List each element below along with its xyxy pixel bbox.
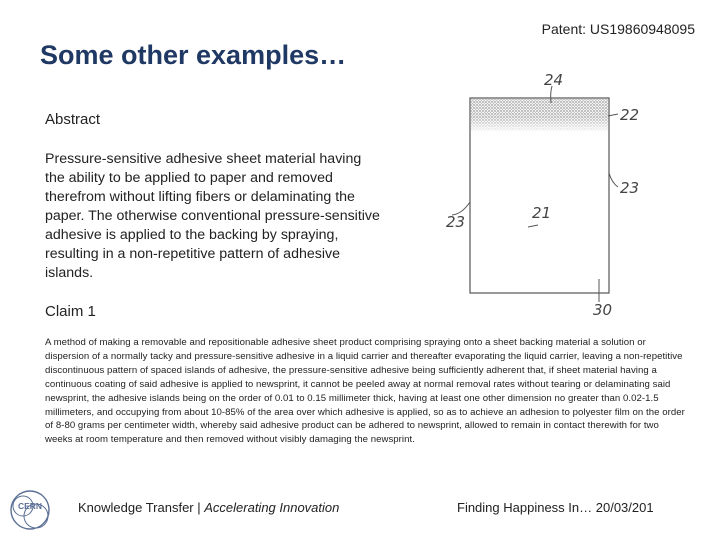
fig-label-24: 24 bbox=[544, 71, 564, 89]
patent-number: Patent: US19860948095 bbox=[541, 21, 695, 37]
fig-label-21: 21 bbox=[532, 204, 552, 222]
footer-left-italic: Accelerating Innovation bbox=[204, 500, 340, 515]
cern-logo bbox=[6, 485, 56, 535]
abstract-heading: Abstract bbox=[45, 111, 101, 128]
leader-23-right bbox=[609, 173, 618, 187]
fig-label-22: 22 bbox=[620, 106, 640, 124]
fig-label-23-right: 23 bbox=[620, 179, 640, 197]
abstract-text: Pressure-sensitive adhesive sheet material having the ability to be applied to paper and removed therefrom without lifting fibers or delaminating the paper. The otherwise conventional pressure-sensitive adhesive is applied to the backing by spraying, resulting in a non-repetitive pattern of adhesive islands. bbox=[45, 151, 380, 281]
footer-left bbox=[78, 500, 339, 515]
claim-text: A method of making a removable and repositionable adhesive sheet product comprising spraying onto a sheet backing material a solution or dispersion of a normally tacky and pressure-sensitive adhesive in a liquid carrier and thereafter evaporating the liquid carrier, leaving a non-repetitive discontinuous pattern of spaced islands of adhesive, the pressure-sensitive adhesive being sufficiently adherent that, if sheet material having a continuous coating of said adhesive is applied to newsprint, it cannot be peeled away at normal removal rates without tearing or delaminating said newsprint, the adhesive islands being on the order of 0.01 to 0.15 millimeter thick, having at least one other dimension no greater than 0.02-1.5 millimeters, and occupying from about 10-85% of the area over which adhesive is applied, so as to achieve an adhesion to polyester film on the order of 8-80 grams per centimeter width, whereby said adhesive product can be adhered to newsprint, allowed to remain in contact therewith for two weeks at room temperature and then removed without visibly damaging the newsprint. bbox=[45, 337, 685, 446]
fig-label-30: 30 bbox=[593, 301, 613, 319]
patent-figure bbox=[440, 65, 650, 320]
slide-title: Some other examples… bbox=[40, 40, 347, 70]
footer-left-prefix: Knowledge Transfer | bbox=[78, 500, 205, 515]
claim-heading: Claim 1 bbox=[45, 303, 96, 320]
logo-text: CERN bbox=[17, 501, 43, 511]
fig-label-23-left: 23 bbox=[446, 213, 466, 231]
footer-right: Finding Happiness In… 20/03/201 bbox=[457, 500, 654, 515]
